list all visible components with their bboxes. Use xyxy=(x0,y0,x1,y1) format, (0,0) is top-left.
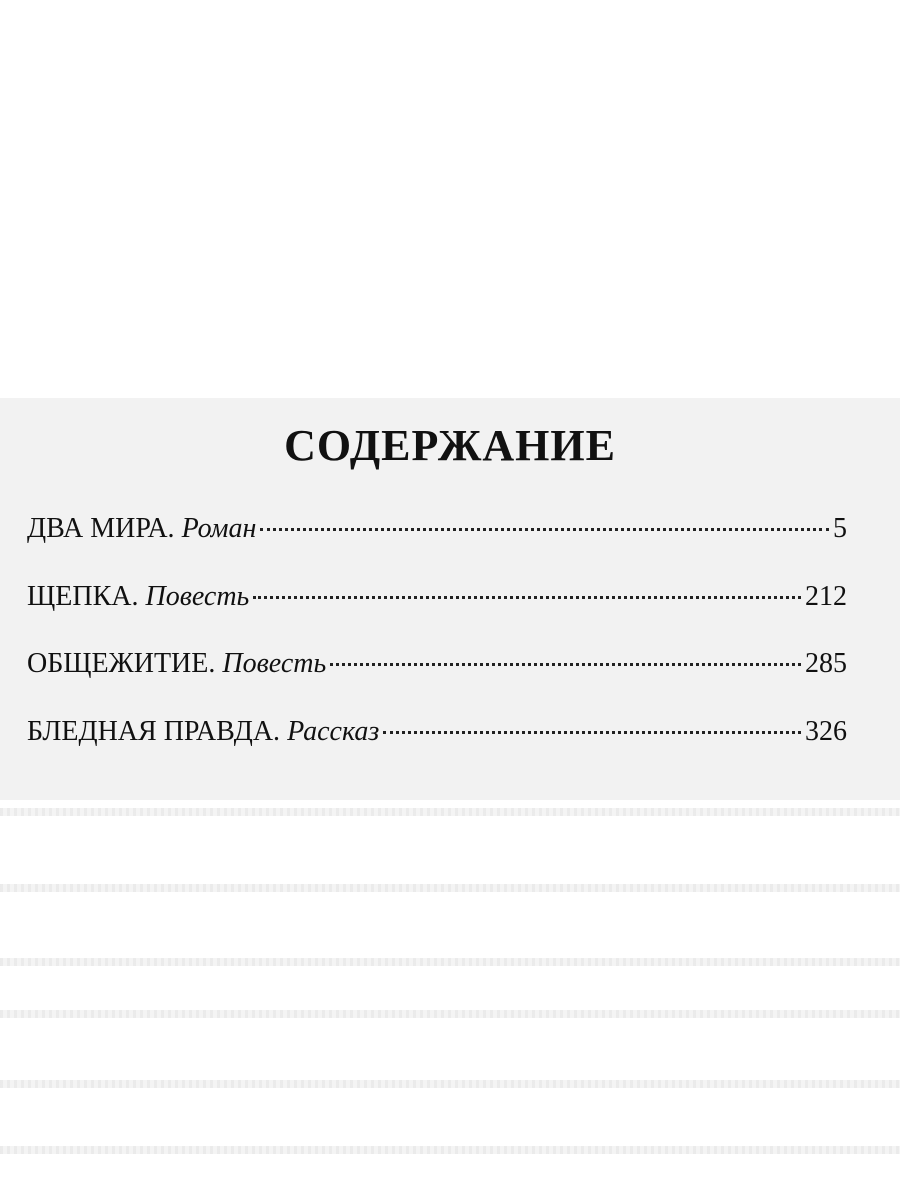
dot-leader xyxy=(383,731,801,734)
entry-title: ОБЩЕЖИТИЕ. xyxy=(27,648,216,679)
dot-leader xyxy=(260,528,829,531)
show-through-text xyxy=(0,958,900,966)
show-through-text xyxy=(0,808,900,816)
show-through-text xyxy=(0,1146,900,1154)
entry-genre: Повесть xyxy=(222,648,327,679)
entry-genre: Рассказ xyxy=(287,716,380,747)
entry-page-number: 285 xyxy=(805,648,847,679)
toc-entry-obschezhitie[interactable] xyxy=(27,647,847,681)
toc-entry-blednaya-pravda[interactable] xyxy=(27,715,847,749)
toc-entry-schepka[interactable] xyxy=(27,580,847,614)
dot-leader xyxy=(253,596,801,599)
page-title: СОДЕРЖАНИЕ xyxy=(284,421,616,470)
entry-page-number: 212 xyxy=(805,581,847,612)
entry-title: БЛЕДНАЯ ПРАВДА. xyxy=(27,716,281,747)
entry-page-number: 326 xyxy=(805,716,847,747)
toc-entry-dva-mira[interactable] xyxy=(27,512,847,546)
entry-title: ЩЕПКА. xyxy=(27,581,139,612)
dot-leader xyxy=(330,663,801,666)
entry-title: ДВА МИРА. xyxy=(27,513,175,544)
entry-genre: Повесть xyxy=(145,581,250,612)
show-through-text xyxy=(0,1080,900,1088)
show-through-text xyxy=(0,1010,900,1018)
show-through-text xyxy=(0,884,900,892)
entry-page-number: 5 xyxy=(833,513,847,544)
entry-genre: Роман xyxy=(181,513,257,544)
